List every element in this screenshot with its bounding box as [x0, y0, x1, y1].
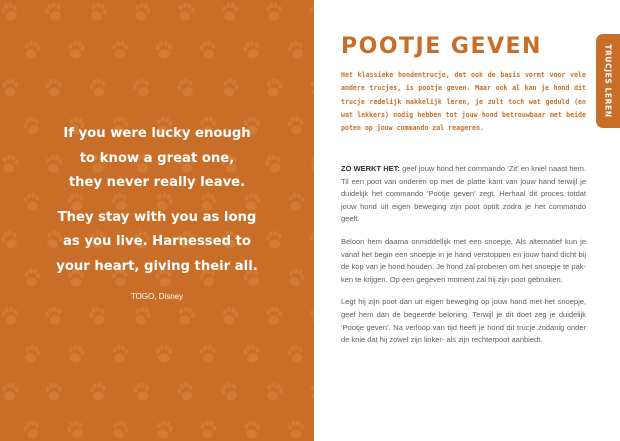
- paw-print-icon: [43, 0, 64, 22]
- paw-print-icon: [44, 305, 64, 326]
- quote-source: TOGO, Disney: [130, 292, 184, 301]
- paw-print-icon: [199, 39, 218, 59]
- paw-print-icon: [221, 2, 238, 21]
- paw-print-icon: [22, 419, 42, 441]
- paw-print-icon: [1, 306, 20, 326]
- paw-print-icon: [221, 305, 240, 326]
- quote-line: they never really leave.: [68, 175, 246, 190]
- paw-print-icon: [131, 304, 153, 327]
- paw-print-icon: [132, 381, 152, 402]
- quote-paragraph-1: [0, 122, 314, 196]
- paragraph-text: geef jouw hond het commando ‘Zit’ en kniel naast hem. Til een poot van onderen op met de platte kant van jouw hand terwijl je duidelijk het commando ‘Pootje geven’ zegt. Herhaal dit proces totdat jouw hond uit eigen beweging zijn poot optilt zodra je het commando geeft.: [341, 164, 586, 224]
- paw-print-icon: [176, 305, 197, 327]
- body-paragraph: [341, 163, 586, 226]
- paw-print-icon: [175, 381, 196, 403]
- paw-print-icon: [219, 380, 241, 403]
- paw-print-icon: [87, 0, 109, 23]
- paw-print-icon: [265, 306, 282, 325]
- paw-print-icon: [46, 383, 62, 401]
- quote-line: They stay with you as long: [57, 209, 257, 225]
- paw-print-icon: [45, 78, 63, 98]
- quote-line: to know a great one,: [79, 150, 235, 166]
- paw-print-icon: [87, 304, 108, 326]
- paw-print-icon: [0, 1, 20, 22]
- paw-print-icon: [264, 381, 285, 403]
- paw-print-icon: [243, 420, 260, 439]
- paw-print-icon: [177, 1, 196, 22]
- body-paragraph: [341, 236, 586, 286]
- quote: [0, 122, 314, 279]
- paw-print-icon: [156, 344, 173, 362]
- paw-print-icon: [154, 419, 174, 441]
- paw-print-icon: [175, 76, 197, 99]
- paw-print-icon: [199, 344, 216, 363]
- section-tab: [596, 34, 620, 128]
- page-title: POOTJE GEVEN: [341, 34, 542, 59]
- paw-print-icon: [288, 420, 305, 438]
- paw-print-icon: [266, 3, 282, 21]
- paw-print-icon: [88, 77, 108, 98]
- paw-print-icon: [285, 38, 307, 60]
- paw-print-icon: [66, 343, 86, 364]
- body-paragraph: [341, 296, 586, 346]
- paw-print-icon: [2, 79, 18, 97]
- paw-print-icon: [242, 39, 262, 61]
- paw-print-icon: [286, 343, 306, 365]
- quote-line: your heart, giving their all.: [56, 258, 258, 274]
- paw-print-icon: [22, 343, 43, 365]
- paw-print-icon: [89, 382, 107, 402]
- paw-print-icon: [112, 40, 129, 58]
- paw-print-icon: [67, 40, 85, 60]
- paw-print-icon: [65, 418, 87, 440]
- quote-paragraph-2: [0, 206, 314, 280]
- paw-print-icon: [131, 77, 152, 99]
- paw-print-icon: [109, 418, 131, 440]
- paw-print-icon: [111, 344, 129, 364]
- section-tab-label: TRUCJES LEREN: [603, 44, 613, 118]
- quote-line: If you were lucky enough: [63, 126, 251, 141]
- paragraph-text: Beloon hem daarna onmiddellijk met een snoepje. Als alternatief kun je vanaf het begin een snoepje in je hand verstoppen en jouw hand dicht bij de kop van je hond houden. Je hond zal proberen om het snoepje te pakken te krijgen. Op een gegeven moment zal hij zijn poot gebruiken.: [341, 236, 586, 284]
- paw-print-icon: [220, 77, 241, 99]
- paw-print-icon: [155, 40, 172, 59]
- paw-print-icon: [22, 39, 42, 60]
- paragraph-text: Legt hij zijn poot dan uit eigen beweging op jouw hand met het snoepje, geef hem dan de begeerde beloning. Terwijl je dit doet zeg je duidelijk ‘Pootje geven’. Na verloop van tijd heeft je hond dit trucje zodanig onder de knie dat hij zowel zijn linker- als zijn rechterpoot aanbiedt.: [341, 297, 586, 345]
- paw-print-icon: [132, 1, 153, 23]
- body-text: [341, 163, 586, 357]
- paw-print-icon: [1, 382, 18, 401]
- quote-line: as you live. Harnessed to: [63, 234, 251, 249]
- paw-print-icon: [199, 419, 218, 439]
- paw-print-icon: [264, 77, 284, 98]
- paw-print-icon: [243, 343, 262, 363]
- intro-text: Het klassieke hondentrucje, dat ook de basis vormt voor vele andere trucjes, is pootje geven. Maar ook al kan je hond dit trucje redelijk makkelijk leren, je zult toch wat geduld (en wat lekkers) nodig hebben tot jouw hond betrouwbaar met beide poten op jouw commando zal reageren.: [341, 71, 586, 133]
- paragraph-lead: ZO WERKT HET:: [341, 164, 400, 173]
